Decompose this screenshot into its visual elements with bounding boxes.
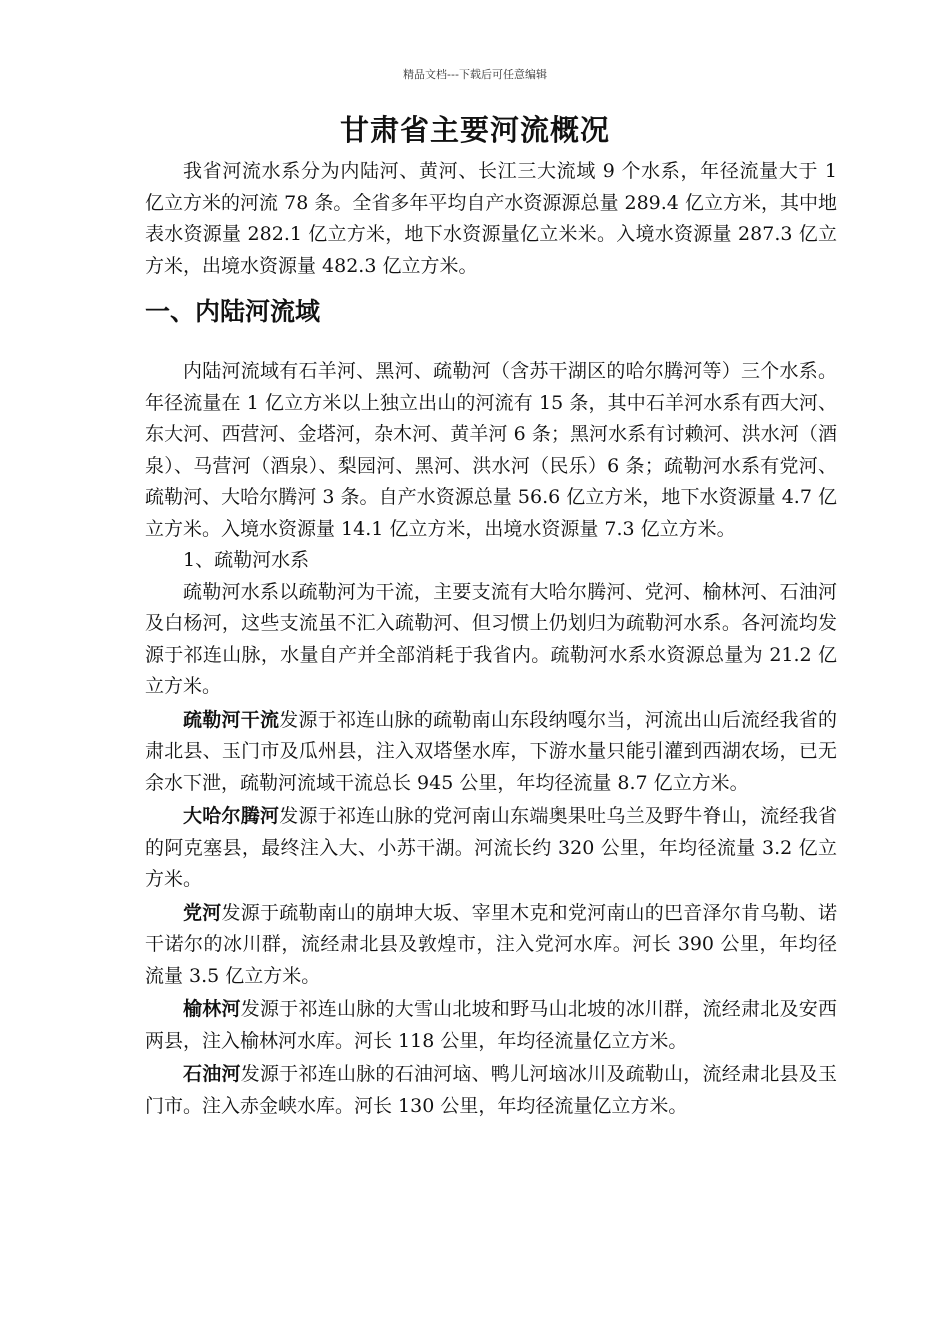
subsection-intro-paragraph: 疏勒河水系以疏勒河为干流，主要支流有大哈尔腾河、党河、榆林河、石油河及白杨河，这些支流虽不汇入疏勒河、但习惯上仍划归为疏勒河水系。各河流均发源于祁连山脉，水量自产并全部消耗于我省内。疏勒河水系水资源总量为 21.2 亿立方米。	[145, 580, 837, 697]
section-overview-paragraph: 内陆河流域有石羊河、黑河、疏勒河（含苏干湖区的哈尔腾河等）三个水系。年径流量在 1 亿立方米以上独立出山的河流有 15 条，其中石羊河水系有西大河、东大河、西营河、金塔河，杂木河、黄羊河 6 条；黑河水系有讨赖河、洪水河（酒泉）、马营河（酒泉）、梨园河、黑河、洪水河（民乐）6 条；疏勒河水系有党河、疏勒河、大哈尔腾河 3 条。自产水资源总量 56.6 亿立方米，地下水资源量 4.7 亿立方米。入境水资源量 14.1 亿立方米，出境水资源量 7.3 亿立方米。	[145, 360, 837, 540]
document-body	[145, 156, 837, 1122]
river-paragraph-shule	[145, 705, 837, 800]
river-paragraph-shiyou	[145, 1059, 837, 1122]
intro-paragraph: 我省河流水系分为内陆河、黄河、长江三大流域 9 个水系，年径流量大于 1 亿立方米的河流 78 条。全省多年平均自产水资源源总量 289.4 亿立方米，其中地表水资源量 282.1 亿立方米，地下水资源量亿立米米。入境水资源量 287.3 亿立方米，出境水资源量 482.3 亿立方米。	[145, 160, 837, 277]
river-description: 发源于祁连山脉的疏勒南山东段纳嘎尔当，河流出山后流经我省的肃北县、玉门市及瓜州县，注入双塔堡水库，下游水量只能引灌到西湖农场，已无余水下泄，疏勒河流域干流总长 945 公里，年均径流量 8.7 亿立方米。	[145, 708, 837, 794]
river-name: 石油河	[183, 1063, 241, 1085]
river-name: 大哈尔腾河	[183, 805, 280, 827]
river-name: 榆林河	[183, 998, 241, 1020]
river-description: 发源于祁连山脉的大雪山北坡和野马山北坡的冰川群，流经肃北及安西两县，注入榆林河水库。河长 118 公里，年均径流量亿立方米。	[145, 998, 837, 1052]
subsection-heading: 1、疏勒河水系	[183, 549, 310, 571]
document-title: 甘肃省主要河流概况	[339, 113, 610, 147]
section-heading: 一、内陆河流域	[145, 297, 321, 326]
header-note: 精品文档---下载后可任意编辑	[403, 68, 547, 81]
river-paragraph-dahaerteng	[145, 801, 837, 896]
river-name: 党河	[183, 901, 222, 924]
river-description: 发源于疏勒南山的崩坤大坂、宰里木克和党河南山的巴音泽尔肯乌勒、诺干诺尔的冰川群，流经肃北县及敦煌市，注入党河水库。河长 390 公里，年均径流量 3.5 亿立方米。	[145, 901, 837, 987]
river-paragraph-danghe	[145, 898, 837, 993]
river-description: 发源于祁连山脉的党河南山东端奥果吐乌兰及野牛脊山，流经我省的阿克塞县，最终注入大、小苏干湖。河流长约 320 公里，年均径流量 3.2 亿立方米。	[145, 805, 837, 890]
river-description: 发源于祁连山脉的石油河垴、鸭儿河垴冰川及疏勒山，流经肃北县及玉门市。注入赤金峡水库。河长 130 公里，年均径流量亿立方米。	[145, 1063, 837, 1117]
river-paragraph-yulin	[145, 994, 837, 1057]
river-name: 疏勒河干流	[183, 708, 280, 731]
